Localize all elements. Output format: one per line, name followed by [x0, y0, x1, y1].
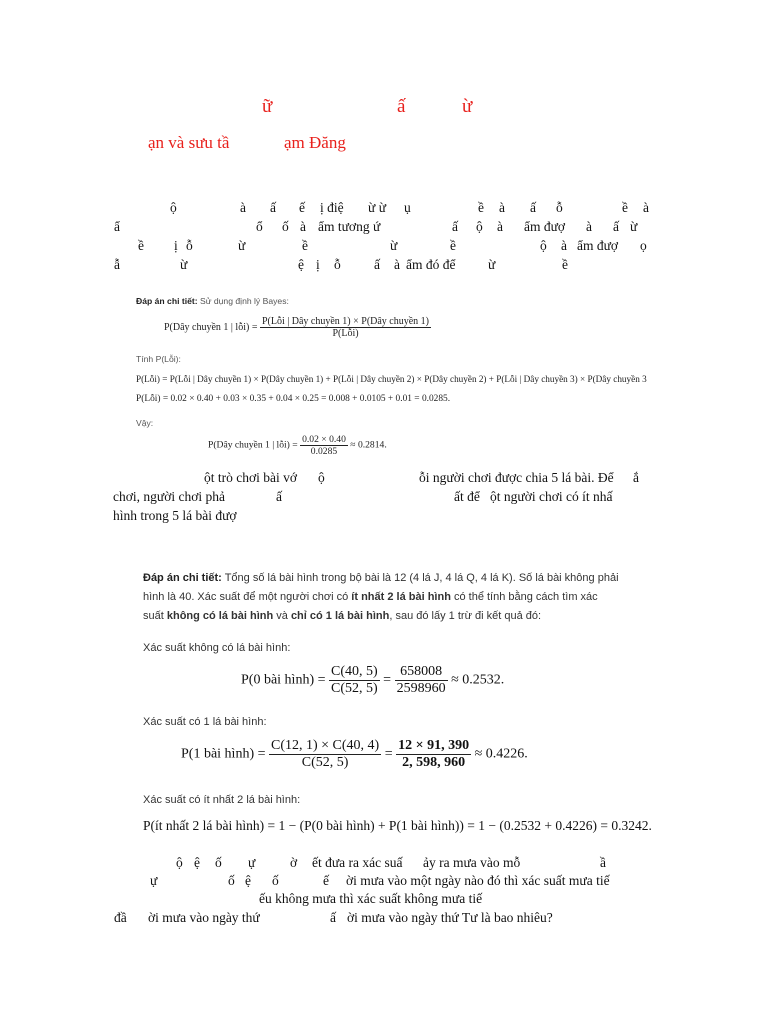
text-fragment: ệ — [194, 855, 200, 870]
eq1-den: C(52, 5) — [301, 755, 349, 770]
text-fragment: à — [394, 257, 400, 272]
text-fragment: à — [586, 219, 592, 234]
text-fragment: ộ — [540, 238, 547, 253]
text-fragment: ẩm đó để — [406, 257, 456, 272]
text-fragment: ấ — [270, 200, 276, 215]
text-fragment: ộ — [476, 219, 483, 234]
intro-line-3-end: , sau đó lấy 1 trừ đi kết quả đó: — [389, 610, 542, 622]
text-fragment: ộ — [170, 200, 177, 215]
text-fragment: ột người chơi có ít nhấ — [490, 489, 613, 504]
eq1-equals: = — [384, 746, 393, 762]
eq0-den2: 2598960 — [396, 681, 446, 696]
text-fragment: à — [240, 200, 246, 215]
answer-heading-text: Sử dụng định lý Bayes: — [200, 296, 289, 306]
subtitle-fragment: ạm Đăng — [284, 133, 346, 152]
text-fragment: ẫ — [114, 257, 120, 272]
text-fragment: ề — [478, 200, 484, 215]
text-fragment: ừ — [630, 219, 638, 234]
label-at-least-two: Xác suất có ít nhất 2 lá bài hình: — [143, 794, 301, 806]
text-fragment: à — [561, 238, 567, 253]
text-fragment: ỗ — [186, 238, 193, 253]
emphasis: không có lá bài hình — [166, 610, 274, 622]
text-fragment: ời mưa vào ngày thứ Tư là bao nhiêu? — [347, 910, 553, 925]
vay-label: Vậy: — [136, 418, 154, 428]
eq0-num2: 658008 — [395, 664, 448, 681]
label-one-face: Xác suất có 1 lá bài hình: — [143, 716, 267, 728]
eq0-equals: = — [383, 672, 392, 688]
eq1-result: ≈ 0.4226. — [474, 746, 528, 762]
text-fragment: ộ — [318, 470, 325, 485]
final-lhs: P(Dây chuyền 1 | lỗi) = — [208, 439, 298, 451]
text-fragment: ừ — [390, 238, 398, 253]
total-probability-calc: P(Lỗi) = 0.02 × 0.40 + 0.03 × 0.35 + 0.04 × 0.25 = 0.008 + 0.0105 + 0.01 = 0.0285. — [136, 394, 451, 404]
subtitle-fragment: ạn và sưu tầ — [148, 133, 230, 152]
text-fragment: ấ — [530, 200, 536, 215]
text-fragment: ời mưa vào một ngày nào đó thì xác suất mưa tiế — [346, 873, 610, 888]
bayes-solution-image — [136, 294, 716, 460]
eq-at-least-two: P(ít nhất 2 lá bài hình) = 1 − (P(0 bài hình) + P(1 bài hình)) = 1 − (0.2532 + 0.4226) = 0.3242. — [143, 818, 652, 833]
text-fragment: ẩm đượ — [524, 219, 566, 234]
text-fragment: ấ — [613, 219, 619, 234]
text-fragment: ỗi người chơi được chia 5 lá bài. Để — [419, 470, 614, 485]
text-fragment: ết đưa ra xác suấ — [312, 855, 403, 870]
eq1-num2: 12 × 91, 390 — [398, 738, 470, 753]
eq0-num: C(40, 5) — [331, 664, 378, 679]
eq1-num: C(12, 1) × C(40, 4) — [271, 738, 380, 753]
emphasis: chỉ có 1 lá bài hình — [290, 610, 390, 622]
text-fragment: ị — [316, 257, 320, 272]
text-fragment: ừ — [488, 257, 496, 272]
intro-line-2: hình là 40. Xác suất để một người chơi có — [143, 591, 352, 603]
text-fragment: ấ — [330, 910, 336, 925]
label-zero-face: Xác suất không có lá bài hình: — [143, 642, 291, 654]
text-fragment: hình trong 5 lá bài đượ — [113, 508, 237, 523]
text-fragment: ẩ — [114, 219, 120, 234]
text-fragment: ọ — [640, 238, 647, 253]
text-fragment: ệ — [298, 257, 304, 272]
text-fragment: ố — [215, 855, 222, 870]
text-fragment: ề — [622, 200, 628, 215]
intro-line-3: suất — [143, 610, 167, 622]
title-fragment: ừ — [462, 96, 473, 117]
text-fragment: ề — [302, 238, 308, 253]
text-fragment: ấ — [452, 219, 458, 234]
text-fragment: ổ — [256, 219, 263, 234]
text-fragment: ắ — [633, 470, 639, 485]
text-fragment: ừ ừ — [368, 200, 387, 215]
text-fragment: ờ — [290, 855, 298, 870]
text-fragment: ầ — [600, 855, 606, 870]
final-result: ≈ 0.2814. — [350, 439, 387, 451]
text-fragment: ảy ra mưa vào mỗ — [423, 855, 521, 870]
text-fragment: ừ — [180, 257, 188, 272]
text-fragment: à — [300, 219, 306, 234]
text-fragment: à — [497, 219, 503, 234]
text-fragment: ự — [248, 855, 256, 870]
text-fragment: ấ — [374, 257, 380, 272]
intro-line-1: Tổng số lá bài hình trong bộ bài là 12 (4 lá J, 4 lá Q, 4 lá K). Số lá bài không phải — [224, 572, 619, 584]
eq1-den2: 2, 598, 960 — [402, 755, 466, 770]
final-numerator: 0.02 × 0.40 — [302, 434, 346, 445]
title-fragment: ữ — [262, 96, 273, 117]
text-fragment: ếu không mưa thì xác suất không mưa tiế — [259, 891, 483, 906]
tinh-label: Tính P(Lỗi): — [136, 354, 181, 364]
text-fragment: ỗ — [556, 200, 563, 215]
text-fragment: ế — [323, 873, 329, 888]
text-fragment: ộ — [176, 855, 183, 870]
answer-heading: Đáp án chi tiết: — [143, 572, 222, 584]
text-fragment: ẩm tương ứ — [318, 219, 381, 234]
final-denominator: 0.0285 — [310, 446, 338, 457]
emphasis: ít nhất 2 lá bài hình — [351, 591, 451, 603]
bayes-numerator: P(Lỗi | Dây chuyền 1) × P(Dây chuyền 1) — [261, 316, 430, 327]
text-fragment: ẩm đượ — [577, 238, 619, 253]
text-fragment: ệ — [245, 873, 251, 888]
text-fragment: à — [499, 200, 505, 215]
text-fragment: ề — [138, 238, 144, 253]
text-fragment: ế — [299, 200, 305, 215]
eq0-lhs: P(0 bài hình) = — [241, 672, 326, 688]
text-fragment: ố — [282, 219, 289, 234]
title-fragment: ấ — [397, 96, 406, 117]
eq0-result: ≈ 0.2532. — [451, 672, 505, 688]
text-fragment: ự — [150, 873, 158, 888]
text-fragment: ố — [228, 873, 235, 888]
text-fragment: ừ — [238, 238, 246, 253]
answer-heading: Đáp án chi tiết: — [136, 296, 198, 306]
intro-and: và — [273, 610, 291, 622]
text-fragment: ột trò chơi bài vớ — [204, 470, 298, 485]
intro-line-2-end: có thể tính bằng cách tìm xác — [450, 591, 598, 603]
total-probability-formula: P(Lỗi) = P(Lỗi | Dây chuyền 1) × P(Dây chuyền 1) + P(Lỗi | Dây chuyền 2) × P(Dây chuyền 2) + P(Lỗi | Dây chuyền 3) × P(Dây chuyền 3 — [136, 374, 647, 384]
eq1-lhs: P(1 bài hình) = — [181, 746, 266, 762]
text-fragment: ụ — [404, 200, 411, 215]
text-fragment: ề — [562, 257, 568, 272]
text-fragment: ố — [272, 873, 279, 888]
text-fragment: ất để — [454, 489, 480, 504]
text-fragment: ề — [450, 238, 456, 253]
text-fragment: chơi, người chơi phả — [113, 489, 225, 504]
bayes-denominator: P(Lỗi) — [332, 328, 359, 339]
text-fragment: ị — [174, 238, 178, 253]
text-fragment: ấ — [276, 489, 282, 504]
text-fragment: ời mưa vào ngày thứ — [148, 910, 260, 925]
text-fragment: đầ — [114, 910, 127, 925]
text-fragment: ỗ — [334, 257, 341, 272]
eq0-den: C(52, 5) — [331, 681, 378, 696]
bayes-lhs: P(Dây chuyền 1 | lỗi) = — [164, 321, 258, 333]
text-fragment: ị điệ — [320, 200, 344, 215]
text-fragment: à — [643, 200, 649, 215]
